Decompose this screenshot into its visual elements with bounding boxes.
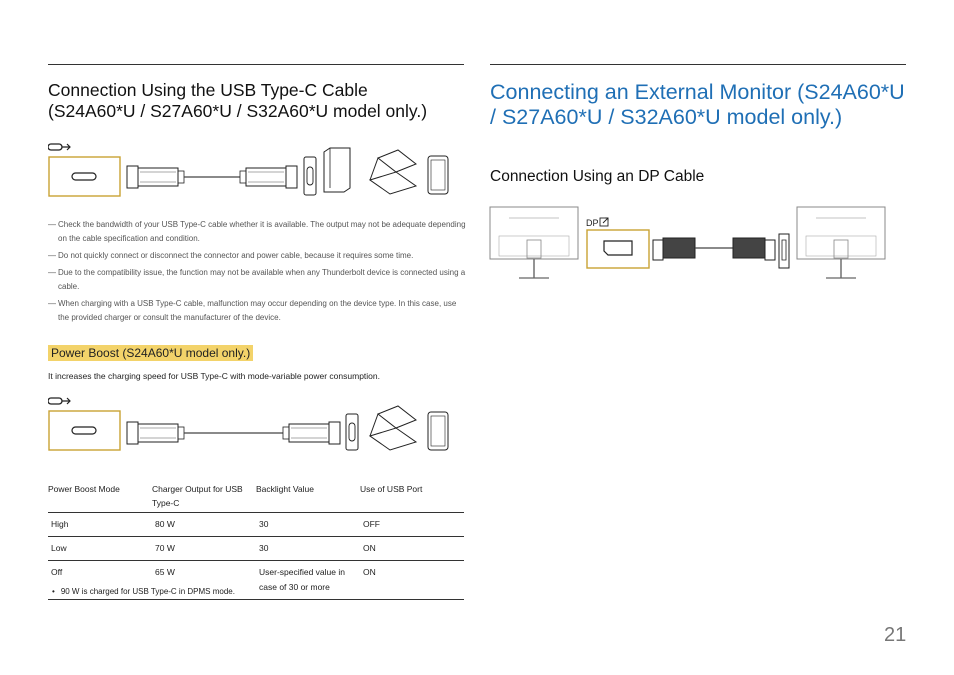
table-header (48, 480, 464, 513)
note-item: — When charging with a USB Type-C cable, malfunction may occur depending on the device type. In this case, use the provided charger or consult the manufacturer of the device. (48, 299, 457, 322)
dp-out-icon (586, 218, 608, 228)
usb-c-cable (127, 166, 297, 188)
dp-cable-subheading: Connection Using an DP Cable (490, 168, 705, 185)
dp-cable (653, 238, 775, 260)
power-boost-label: Power Boost (S24A60*U model only.) (48, 345, 253, 361)
monitor-icon (797, 207, 885, 278)
external-monitor-heading: Connecting an External Monitor (S24A60*U / S27A60*U / S32A60*U model only.) (490, 80, 905, 129)
page-number: 21 (884, 624, 907, 646)
usb-c-cable (127, 422, 340, 444)
right-top-rule (490, 64, 906, 65)
dp-port-box (587, 230, 649, 268)
smartphone-icon (428, 412, 448, 450)
footnote-bullet: • 90 W is charged for USB Type-C in DPMS mode. (52, 587, 235, 596)
device-usb-c-port (346, 414, 358, 450)
usb-c-port-box (49, 157, 120, 196)
usb-c-logo-icon (48, 144, 70, 150)
table-row: Low 70 W 30 ON (48, 537, 464, 561)
dp-connection-diagram (489, 206, 889, 287)
monitor-icon (490, 207, 578, 278)
laptop-icon (370, 150, 416, 194)
power-boost-table (48, 480, 464, 600)
note-item: — Do not quickly connect or disconnect the connector and power cable, because it requires some time. (48, 251, 414, 260)
header-cell: Use of USB Port (360, 484, 423, 494)
table-row: Off 65 W User-specified value in case of 30 or more ON (48, 561, 464, 600)
table-row: High 80 W 30 OFF (48, 513, 464, 537)
pc-tower-icon (324, 148, 350, 192)
usb-c-diagram-1 (48, 140, 458, 207)
usb-c-notes (48, 218, 466, 328)
usb-c-section-heading: Connection Using the USB Type-C Cable (S24A60*U / S27A60*U / S32A60*U model only.) (48, 80, 428, 121)
note-item: — Check the bandwidth of your USB Type-C cable whether it is available. The output may not be adequate depending on the cable specification and condition. (48, 220, 466, 243)
header-cell: Power Boost Mode (48, 484, 120, 494)
laptop-icon (370, 406, 416, 450)
header-cell: Charger Output for USB Type-C (152, 484, 243, 508)
header-cell: Backlight Value (256, 484, 314, 494)
left-top-rule (48, 64, 464, 65)
smartphone-icon (428, 156, 448, 194)
device-usb-c-port (304, 157, 316, 195)
usb-c-diagram-2 (48, 394, 458, 461)
note-item: — Due to the compatibility issue, the function may not be available when any Thunderbolt device is connected using a cable. (48, 268, 466, 291)
power-boost-intro: It increases the charging speed for USB Type-C with mode-variable power consumption. (48, 371, 380, 381)
dp-label: DP (586, 218, 599, 228)
usb-c-logo-icon (48, 398, 70, 404)
monitor-dp-port (779, 234, 789, 268)
usb-c-port-box (49, 411, 120, 450)
